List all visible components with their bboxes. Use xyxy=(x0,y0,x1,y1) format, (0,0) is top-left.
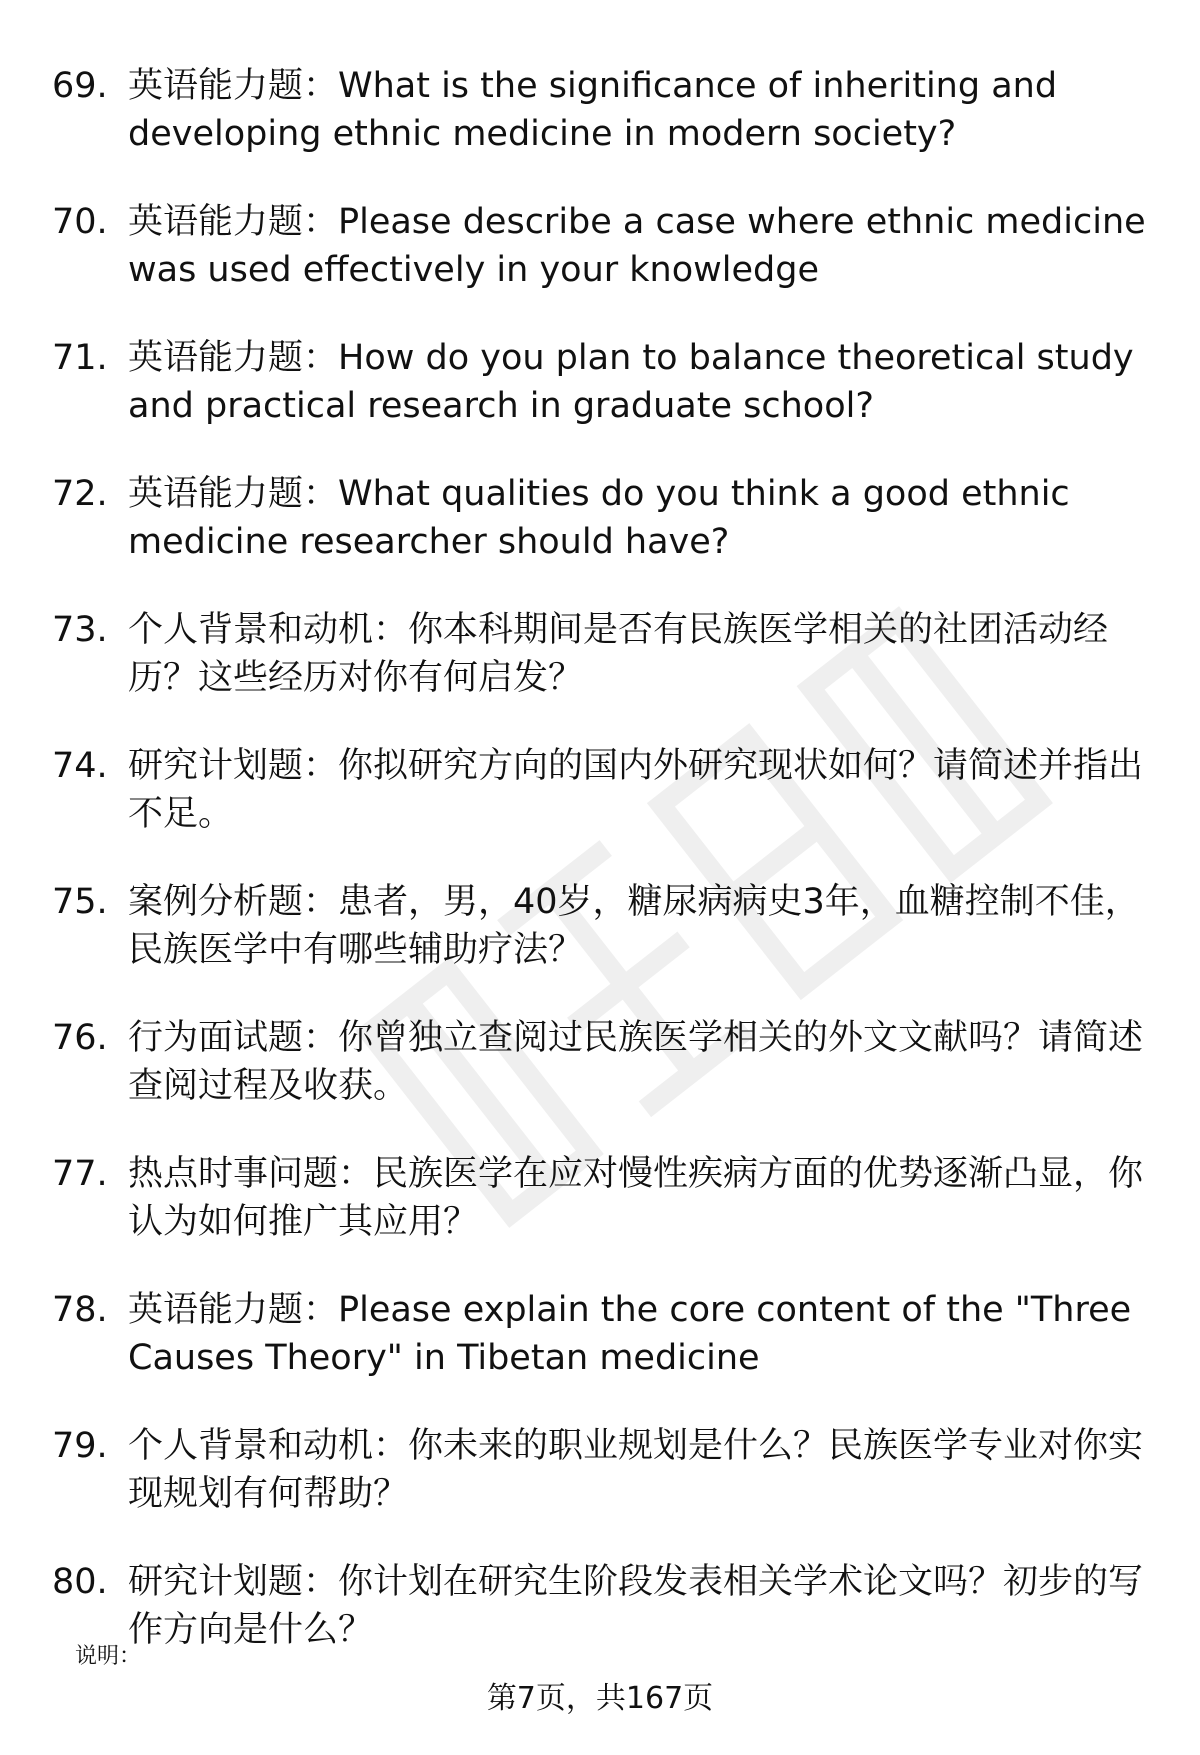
question-number: 73. xyxy=(52,610,108,650)
question-item xyxy=(52,470,1152,566)
question-number: 70. xyxy=(52,202,108,242)
question-text: 个人背景和动机：你本科期间是否有民族医学相关的社团活动经历？这些经历对你有何启发？ xyxy=(128,610,1109,698)
question-item xyxy=(52,1014,1152,1110)
footnote-label: 说明： xyxy=(75,1644,142,1669)
question-number: 74. xyxy=(52,746,108,786)
question-item xyxy=(52,198,1152,294)
question-text: 研究计划题：你拟研究方向的国内外研究现状如何？请简述并指出不足。 xyxy=(128,746,1144,834)
question-number: 72. xyxy=(52,474,108,514)
question-text: 英语能力题：Please explain the core content of the "Three Causes Theory" in Tibetan medicine xyxy=(128,1290,1132,1378)
question-list xyxy=(52,62,1152,1694)
question-text: 英语能力题：How do you plan to balance theoretical study and practical research in graduate school? xyxy=(128,338,1134,426)
question-number: 69. xyxy=(52,66,108,106)
question-item xyxy=(52,62,1152,158)
question-text: 英语能力题：What qualities do you think a good ethnic medicine researcher should have? xyxy=(128,474,1070,562)
question-item xyxy=(52,878,1152,974)
question-number: 71. xyxy=(52,338,108,378)
question-item xyxy=(52,1422,1152,1518)
question-text: 个人背景和动机：你未来的职业规划是什么？民族医学专业对你实现规划有何帮助？ xyxy=(128,1426,1144,1514)
question-number: 79. xyxy=(52,1426,108,1466)
question-text: 研究计划题：你计划在研究生阶段发表相关学术论文吗？初步的写作方向是什么？ xyxy=(128,1562,1144,1650)
question-item xyxy=(52,1286,1152,1382)
question-number: 77. xyxy=(52,1154,108,1194)
question-item xyxy=(52,742,1152,838)
question-number: 80. xyxy=(52,1562,108,1602)
page-indicator: 第7页，共167页 xyxy=(486,1681,714,1716)
question-text: 热点时事问题：民族医学在应对慢性疾病方面的优势逐渐凸显，你认为如何推广其应用？ xyxy=(128,1154,1144,1242)
question-item xyxy=(52,1558,1152,1654)
question-text: 行为面试题：你曾独立查阅过民族医学相关的外文文献吗？请简述查阅过程及收获。 xyxy=(128,1018,1144,1106)
question-item xyxy=(52,334,1152,430)
question-number: 76. xyxy=(52,1018,108,1058)
question-item xyxy=(52,1150,1152,1246)
question-number: 75. xyxy=(52,882,108,922)
question-text: 英语能力题：Please describe a case where ethnic medicine was used effectively in your knowledge xyxy=(128,202,1146,290)
question-number: 78. xyxy=(52,1290,108,1330)
question-text: 案例分析题：患者，男，40岁，糖尿病病史3年，血糖控制不佳，民族医学中有哪些辅助疗法？ xyxy=(128,882,1140,970)
question-item xyxy=(52,606,1152,702)
question-text: 英语能力题：What is the significance of inheriting and developing ethnic medicine in modern society? xyxy=(128,66,1058,154)
